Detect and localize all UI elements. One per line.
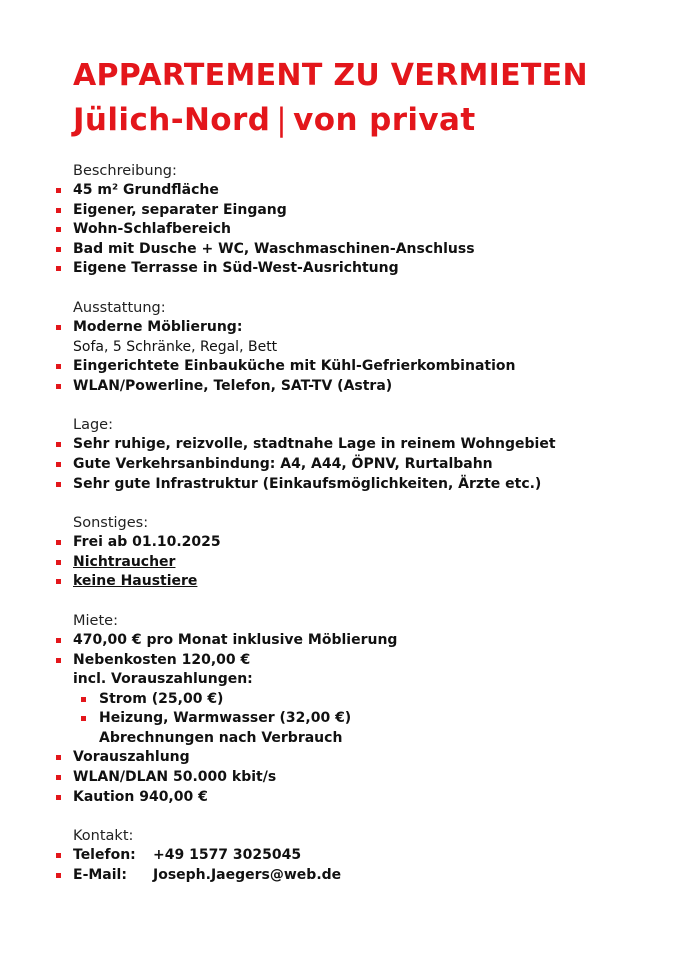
no-pets-text: keine Haustiere [73, 573, 198, 590]
title-line-2 [73, 102, 476, 138]
prepayments-label: incl. Vorauszahlungen: [73, 671, 253, 688]
list-item [0, 318, 679, 357]
beschreibung-list [0, 181, 679, 279]
location-text: Jülich-Nord [73, 102, 271, 138]
list-item [0, 553, 679, 573]
section-label-sonstiges: Sonstiges: [73, 515, 149, 532]
miete-list [0, 631, 679, 807]
list-item: Eigene Terrasse in Süd-West-Ausrichtung [0, 259, 679, 279]
title-line-1: APPARTEMENT ZU VERMIETEN [73, 58, 588, 93]
section-label-lage: Lage: [73, 417, 113, 434]
kontakt-list [0, 846, 679, 885]
list-item: Eingerichtete Einbauküche mit Kühl-Gefrierkombination [0, 357, 679, 377]
list-item: Wohn-Schlafbereich [0, 220, 679, 240]
email-address[interactable]: Joseph.Jaegers@web.de [153, 866, 342, 883]
section-label-ausstattung: Ausstattung: [73, 299, 166, 316]
heating-cost: Heizung, Warmwasser (32,00 €) [99, 710, 352, 727]
section-kontakt [0, 826, 679, 885]
furnishing-detail: Sofa, 5 Schränke, Regal, Bett [73, 338, 278, 355]
section-lage [0, 415, 679, 494]
furnishing-title: Moderne Möblierung: [73, 318, 243, 335]
list-item: Frei ab 01.10.2025 [0, 533, 679, 553]
title-separator: | [276, 102, 288, 138]
list-item: Sehr ruhige, reizvolle, stadtnahe Lage in reinem Wohngebiet [0, 435, 679, 455]
section-ausstattung [0, 298, 679, 396]
ausstattung-list [0, 318, 679, 396]
prepayments-list [73, 690, 679, 749]
list-item: Bad mit Dusche + WC, Waschmaschinen-Anschluss [0, 240, 679, 260]
section-label-kontakt: Kontakt: [73, 828, 134, 845]
list-item: Eigener, separater Eingang [0, 201, 679, 221]
list-item: Gute Verkehrsanbindung: A4, A44, ÖPNV, Rurtalbahn [0, 455, 679, 475]
non-smoker-text: Nichtraucher [73, 553, 176, 570]
list-item [0, 572, 679, 592]
list-item [0, 651, 679, 749]
phone-label: Telefon: [73, 847, 136, 864]
section-sonstiges [0, 513, 679, 592]
list-item [0, 846, 679, 866]
section-miete [0, 611, 679, 807]
section-label-miete: Miete: [73, 612, 118, 629]
email-label: E-Mail: [73, 866, 127, 883]
list-item: Kaution 940,00 € [0, 788, 679, 808]
list-item: 45 m² Grundfläche [0, 181, 679, 201]
sonstiges-list [0, 533, 679, 592]
section-beschreibung [0, 161, 679, 279]
list-item: Sehr gute Infrastruktur (Einkaufsmöglichkeiten, Ärzte etc.) [0, 475, 679, 495]
lage-list [0, 435, 679, 494]
list-item: Vorauszahlung [0, 748, 679, 768]
private-text: von privat [293, 102, 476, 138]
sub-list-item [73, 709, 679, 748]
phone-number[interactable]: +49 1577 3025045 [153, 847, 302, 864]
sub-list-item: Strom (25,00 €) [73, 690, 679, 710]
list-item [0, 866, 679, 886]
list-item: 470,00 € pro Monat inklusive Möblierung [0, 631, 679, 651]
utilities-cost: Nebenkosten 120,00 € [73, 651, 251, 668]
billing-note: Abrechnungen nach Verbrauch [99, 729, 343, 746]
list-item: WLAN/Powerline, Telefon, SAT-TV (Astra) [0, 377, 679, 397]
section-label-beschreibung: Beschreibung: [73, 163, 177, 179]
content [0, 161, 679, 904]
list-item: WLAN/DLAN 50.000 kbit/s [0, 768, 679, 788]
